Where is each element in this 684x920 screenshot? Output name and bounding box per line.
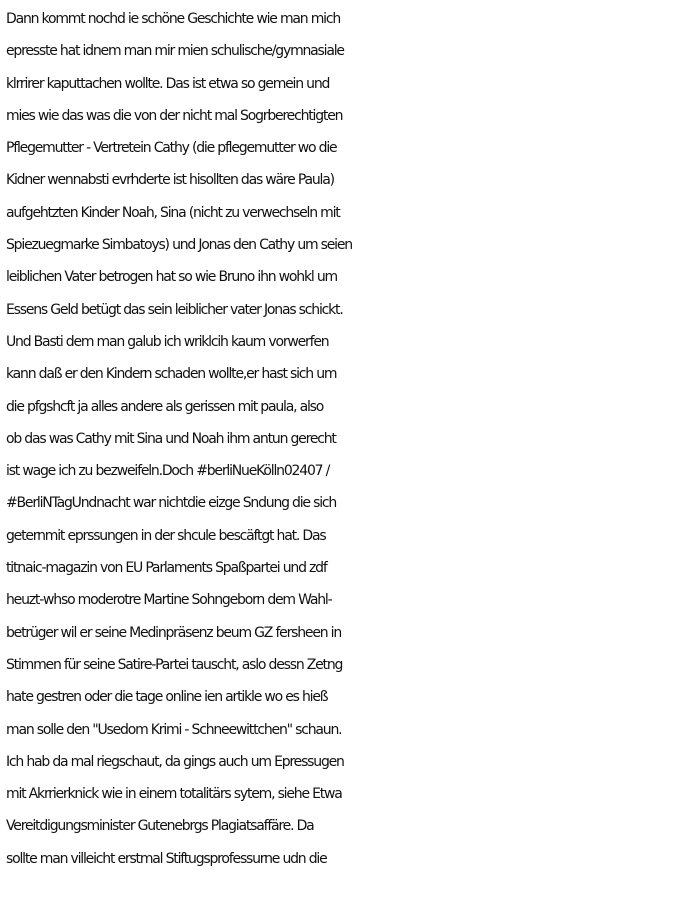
text-line-15: ist wage ich zu bezweifeln.Doch #berliNueKölln02407 / [6, 463, 330, 480]
text-line-13: die pfgshcft ja alles andere als gerissen mit paula, also [6, 398, 324, 415]
text-line-1: Dann kommt nochd ie schöne Geschichte wie man mich [6, 11, 340, 27]
text-line-18: titnaic-magazin von EU Parlaments Spaßpartei und zdf [6, 560, 327, 577]
text-line-14: ob das was Cathy mit Sina und Noah ihm antun gerecht [6, 430, 336, 447]
text-line-6: Kidner wennabsti evrhderte ist hisollten das wäre Paula) [6, 172, 334, 189]
text-line-8: Spiezuegmarke Simbatoys) und Jonas den Cathy um seien [6, 237, 352, 254]
text-line-3: klrrirer kaputtachen wollte. Das ist etwa so gemein und [6, 75, 330, 92]
text-line-24: Ich hab da mal riegschaut, da gings auch um Epressugen [6, 753, 344, 770]
text-line-27: sollte man villeicht erstmal Stiftugsprofessurne udn die [6, 850, 327, 867]
text-line-26: Vereitdigungsminister Gutenebrgs Plagiatsaffäre. Da [6, 818, 314, 835]
text-line-25: mit Akrrierknick wie in einem totalitärs sytem, siehe Etwa [6, 786, 342, 803]
text-line-2: epresste hat idnem man mir mien schulische/gymnasiale [6, 43, 344, 60]
text-line-5: Pflegemutter - Vertretein Cathy (die pflegemutter wo die [6, 140, 337, 157]
text-line-11: Und Basti dem man galub ich wriklcih kaum vorwerfen [6, 333, 329, 350]
text-line-16: #BerliNTagUndnacht war nichtdie eizge Sndung die sich [6, 495, 337, 512]
text-line-22: hate gestren oder die tage online ien artikle wo es hieß [6, 689, 328, 706]
text-line-21: Stimmen für seine Satire-Partei tauscht, aslo dessn Zetng [6, 656, 343, 673]
text-line-19: heuzt-whso moderotre Martine Sohngeborn dem Wahl- [6, 592, 332, 609]
text-line-17: geternmit eprssungen in der shcule bescäftgt hat. Das [6, 527, 326, 544]
document-text [6, 3, 684, 875]
text-line-9: leiblichen Vater betrogen hat so wie Bruno ihn wohkl um [6, 269, 337, 286]
text-line-20: betrüger wil er seine Medinpräsenz beum GZ fersheen in [6, 624, 342, 641]
text-line-10: Essens Geld betügt das sein leiblicher vater Jonas schickt. [6, 301, 343, 318]
text-line-23: man solle den "Usedom Krimi - Schneewittchen" schaun. [6, 721, 342, 738]
text-line-4: mies wie das was die von der nicht mal Sogrberechtigten [6, 107, 343, 124]
text-line-12: kann daß er den Kindern schaden wollte,er hast sich um [6, 366, 337, 383]
text-line-7: aufgehtzten Kinder Noah, Sina (nicht zu verwechseln mit [6, 204, 340, 221]
